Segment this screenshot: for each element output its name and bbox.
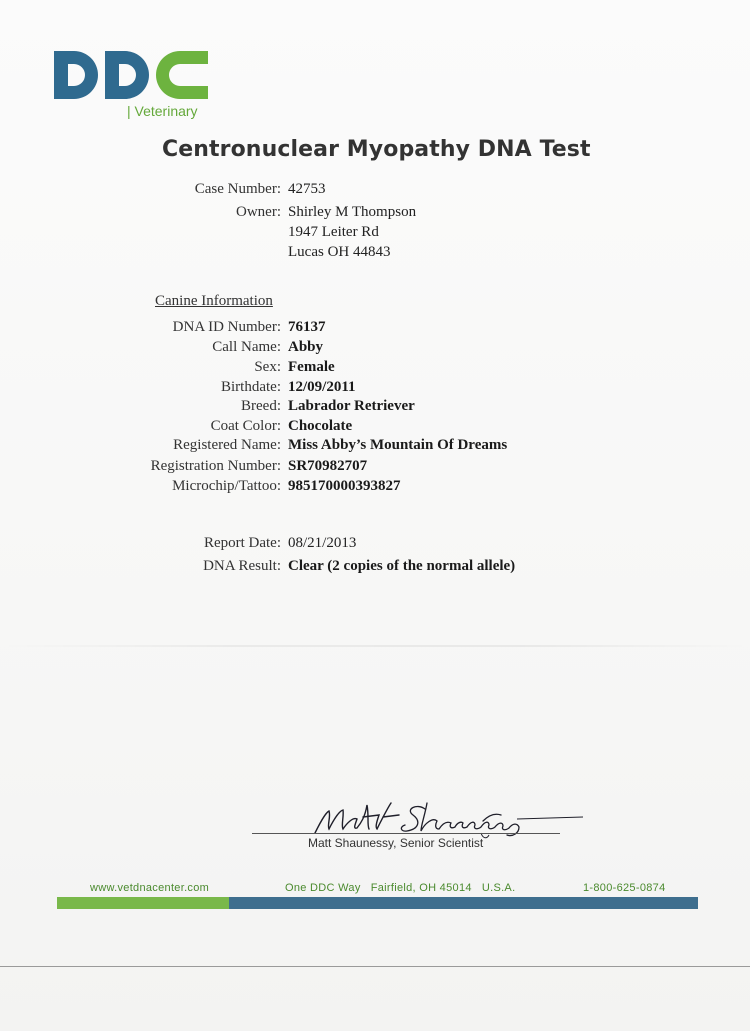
field-row-breed xyxy=(0,396,750,416)
field-row-call-name xyxy=(0,337,750,357)
canine-information-heading: Canine Information xyxy=(155,293,273,309)
field-row-sex xyxy=(0,357,750,377)
report-date-label: Report Date: xyxy=(203,535,281,551)
field-row-registered-name xyxy=(0,435,750,455)
field-value: Abby xyxy=(288,339,324,355)
scan-edge-line xyxy=(0,966,750,967)
footer-color-bar xyxy=(57,897,698,909)
field-value: Labrador Retriever xyxy=(288,398,415,414)
case-number-row xyxy=(0,179,750,199)
field-label: Birthdate: xyxy=(221,379,281,395)
dna-result-value: Clear (2 copies of the normal allele) xyxy=(288,558,516,574)
footer-website[interactable]: www.vetdnacenter.com xyxy=(90,882,210,894)
owner-label: Owner: xyxy=(236,204,281,220)
field-row-birthdate xyxy=(0,377,750,397)
field-row-coat-color xyxy=(0,416,750,436)
document-title: Centronuclear Myopathy DNA Test xyxy=(162,137,591,162)
report-date-row xyxy=(0,533,750,553)
field-row-registration-number xyxy=(0,456,750,476)
field-label: Registered Name: xyxy=(173,437,281,453)
paper-fold-line xyxy=(0,645,750,647)
field-label: Call Name: xyxy=(212,339,281,355)
field-row-microchip xyxy=(0,476,750,496)
owner-row xyxy=(0,202,750,222)
field-value: 76137 xyxy=(288,319,326,335)
dna-result-row xyxy=(0,556,750,576)
field-label: DNA ID Number: xyxy=(172,319,281,335)
field-label: Microchip/Tattoo: xyxy=(172,478,281,494)
field-label: Registration Number: xyxy=(150,458,281,474)
footer-bar-blue xyxy=(229,897,698,909)
case-number-label: Case Number: xyxy=(194,181,281,197)
owner-name: Shirley M Thompson xyxy=(288,204,417,220)
signature-block xyxy=(252,795,562,865)
logo-subtitle: | Veterinary xyxy=(127,103,198,119)
owner-address-line-1: 1947 Leiter Rd xyxy=(288,224,379,240)
field-value: SR70982707 xyxy=(288,458,368,474)
dna-result-label: DNA Result: xyxy=(203,558,281,574)
signature-line xyxy=(252,833,560,834)
field-label: Coat Color: xyxy=(210,418,281,434)
field-value: 12/09/2011 xyxy=(288,379,356,395)
owner-address-line-2: Lucas OH 44843 xyxy=(288,244,391,260)
footer-bar-green xyxy=(57,897,229,909)
footer-address: One DDC Way Fairfield, OH 45014 U.S.A. xyxy=(285,882,516,894)
report-date-value: 08/21/2013 xyxy=(288,535,357,551)
footer-phone: 1-800-625-0874 xyxy=(583,882,666,894)
field-value: 985170000393827 xyxy=(288,478,401,494)
ddc-logo xyxy=(52,46,212,121)
field-value: Chocolate xyxy=(288,418,353,434)
ddc-logo-mark-icon xyxy=(52,46,212,101)
signer-name: Matt Shaunessy, Senior Scientist xyxy=(308,836,484,850)
field-label: Sex: xyxy=(254,359,281,375)
case-number-value: 42753 xyxy=(288,181,326,197)
field-row-dna-id xyxy=(0,317,750,337)
field-label: Breed: xyxy=(241,398,281,414)
field-value: Miss Abby’s Mountain Of Dreams xyxy=(288,437,508,453)
field-value: Female xyxy=(288,359,335,375)
